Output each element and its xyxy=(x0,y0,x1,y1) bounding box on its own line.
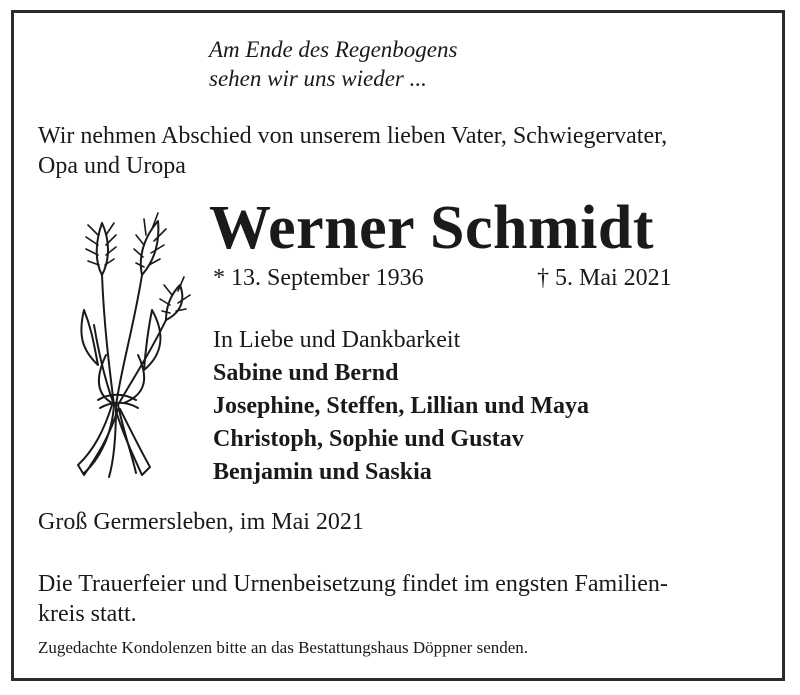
mourner-line: Christoph, Sophie und Gustav xyxy=(213,426,524,452)
intro-line-2: Opa und Uropa xyxy=(38,153,186,179)
place-date: Groß Germersleben, im Mai 2021 xyxy=(38,509,364,535)
birth-date: * 13. September 1936 xyxy=(213,265,424,291)
condolence-note: Zugedachte Kondolenzen bitte an das Bestattungshaus Döppner senden. xyxy=(38,638,529,657)
mourners-thanks: In Liebe und Dankbarkeit xyxy=(213,327,461,353)
motto-line-1: Am Ende des Regenbogens xyxy=(209,37,458,62)
service-info xyxy=(38,569,668,629)
mourner-line: Benjamin und Saskia xyxy=(213,459,432,485)
wheat-sheaf-icon xyxy=(54,205,194,480)
mourners-block xyxy=(213,324,589,489)
deceased-name: Werner Schmidt xyxy=(209,194,654,262)
death-date: † 5. Mai 2021 xyxy=(537,265,672,291)
mourner-line: Sabine und Bernd xyxy=(213,360,399,386)
service-line-1: Die Trauerfeier und Urnenbeisetzung findet im engsten Familien- xyxy=(38,571,668,597)
motto-line-2: sehen wir uns wieder ... xyxy=(209,66,427,91)
intro-text xyxy=(38,121,667,181)
motto xyxy=(209,35,457,93)
intro-line-1: Wir nehmen Abschied von unserem lieben Vater, Schwiegervater, xyxy=(38,123,668,149)
mourner-line: Josephine, Steffen, Lillian und Maya xyxy=(213,393,590,419)
service-line-2: kreis statt. xyxy=(38,601,137,627)
obituary-notice xyxy=(11,10,785,681)
